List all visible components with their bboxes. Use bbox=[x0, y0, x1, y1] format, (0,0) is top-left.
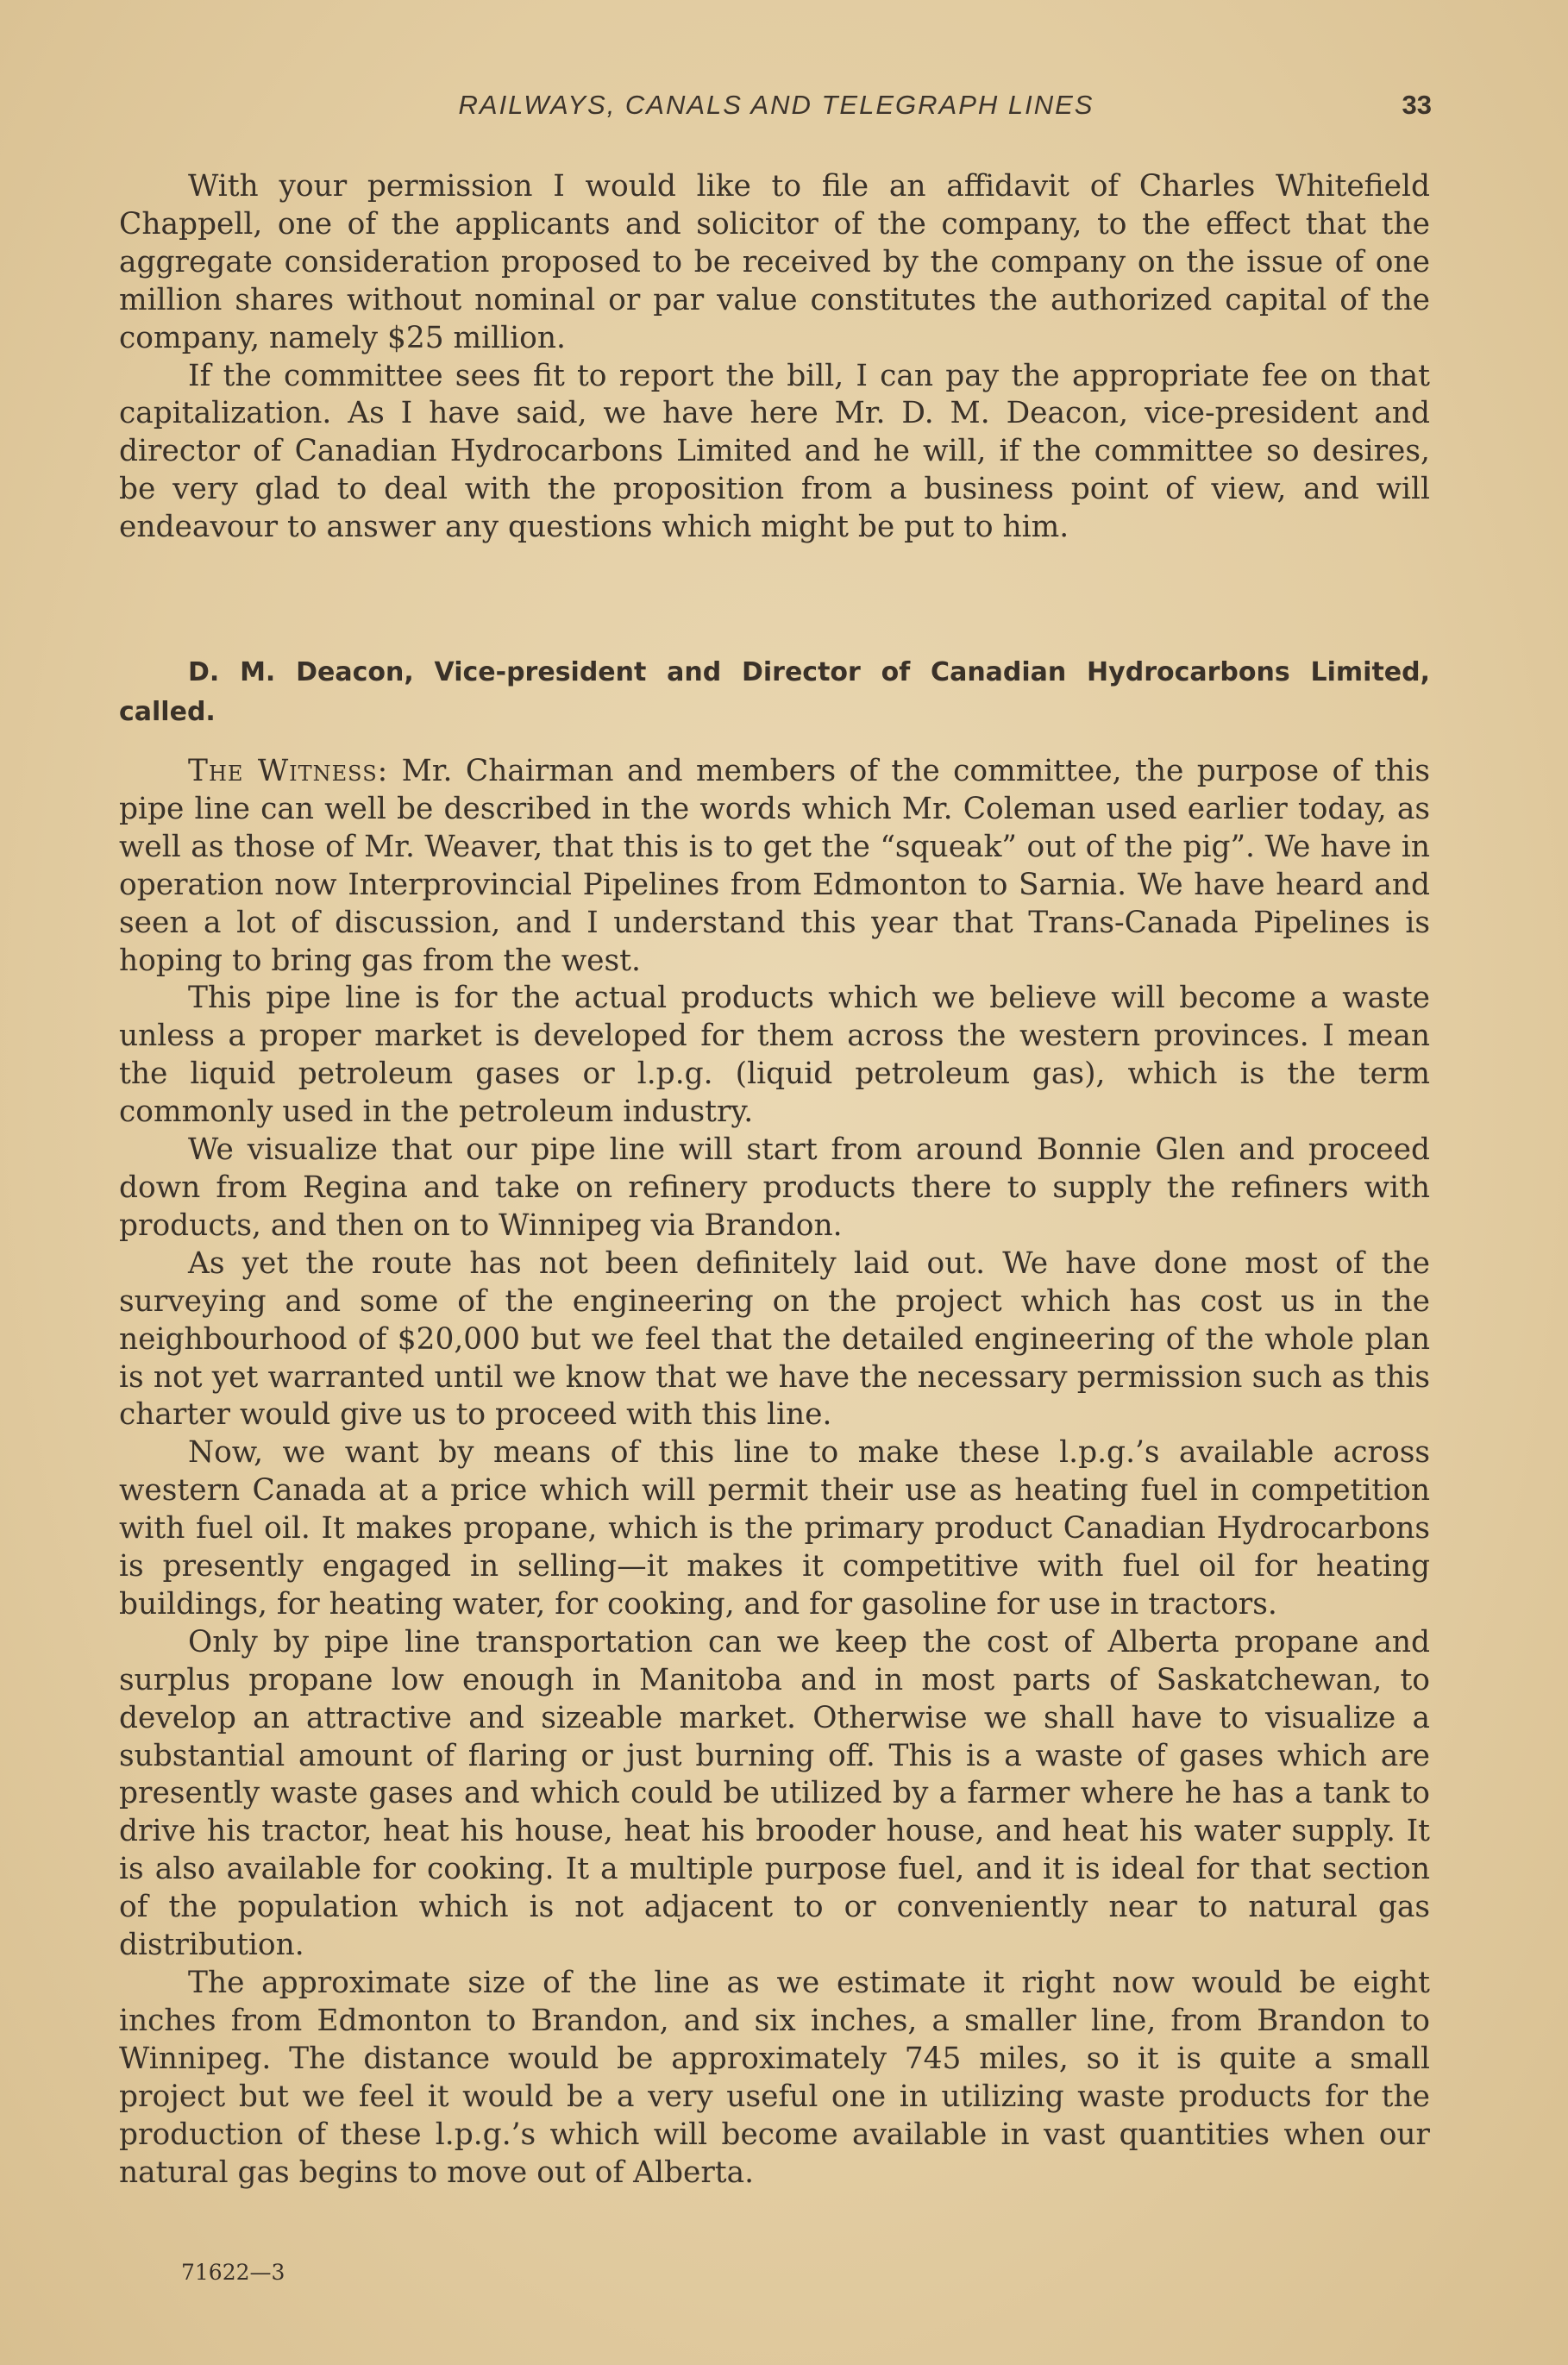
paragraph: With your permission I would like to file an affidavit of Charles Whitefield Chappell, one of the applicants and solicitor of the company, to the effect that the aggregate consideration proposed to be received by the company on the issue of one million shares without nominal or par value constitutes the authorized capital of the company, namely $25 million. bbox=[119, 169, 1430, 355]
running-header bbox=[121, 90, 1432, 133]
witness-heading: D. M. Deacon, Vice-president and Director of Canadian Hydrocarbons Limited, called. bbox=[119, 657, 1430, 727]
testimony-text bbox=[119, 753, 1430, 2192]
paragraph: As yet the route has not been definitely laid out. We have done most of the surveying and some of the engineering on the project which has cost us in the neighbourhood of $20,000 but we feel that the detailed engineering of the whole plan is not yet warranted until we know that we have the necessary permission such as this charter would give us to proceed with this line. bbox=[119, 1245, 1430, 1433]
paragraph bbox=[119, 753, 1430, 980]
opening-text bbox=[119, 168, 1430, 547]
paragraph: If the committee sees fit to report the bill, I can pay the appropriate fee on that capitalization. As I have said, we have here Mr. D. M. Deacon, vice-president and director of Canadian Hydrocarbons Limited and he will, if the committee so desires, be very glad to deal with the proposition from a business point of view, and will endeavour to answer any questions which might be put to him. bbox=[119, 358, 1430, 545]
page-number: 33 bbox=[1402, 90, 1432, 120]
witness-label: The Witness: bbox=[188, 754, 389, 788]
paragraph: This pipe line is for the actual products which we believe will become a waste unless a proper market is developed for them across the western provinces. I mean the liquid petroleum gases or l.p.g. (liquid petroleum gas), which is the term commonly used in the petroleum industry. bbox=[119, 981, 1430, 1130]
paragraph: The approximate size of the line as we estimate it right now would be eight inches from Edmonton to Brandon, and six inches, a smaller line, from Brandon to Winnipeg. The distance would be approximately 745 miles, so it is quite a small project but we feel it would be a very useful one in utilizing waste products for the production of these l.p.g.’s which will become available in vast quantities when our natural gas begins to move out of Alberta. bbox=[119, 1966, 1430, 2190]
running-title: RAILWAYS, CANALS AND TELEGRAPH LINES bbox=[458, 90, 1094, 120]
paragraph: Now, we want by means of this line to make these l.p.g.’s available across western Canada at a price which will permit their use as heating fuel in competition with fuel oil. It makes propane, which is the primary product Canadian Hydrocarbons is presently engaged in selling—it makes it competitive with fuel oil for heating buildings, for heating water, for cooking, and for gasoline for use in tractors. bbox=[119, 1435, 1430, 1622]
paragraph: Only by pipe line transportation can we keep the cost of Alberta propane and surplus propane low enough in Manitoba and in most parts of Saskatchewan, to develop an attractive and sizeable market. Otherwise we shall have to visualize a substantial amount of flaring or just burning off. This is a waste of gases which are presently waste gases and which could be utilized by a farmer where he has a tank to drive his tractor, heat his house, heat his brooder house, and heat his water supply. It is also available for cooking. It a multiple purpose fuel, and it is ideal for that section of the population which is not adjacent to or conveniently near to natural gas distribution. bbox=[119, 1624, 1430, 1963]
printer-code: 71622—3 bbox=[181, 2260, 285, 2285]
witness-statement: Mr. Chairman and members of the committee, the purpose of this pipe line can well be described in the words which Mr. Coleman used earlier today, as well as those of Mr. Weaver, that this is to get the “squeak” out of the pig”. We have in operation now Interprovincial Pipelines from Edmonton to Sarnia. We have heard and seen a lot of discussion, and I understand this year that Trans-Canada Pipelines is hoping to bring gas from the west. bbox=[119, 754, 1430, 978]
paragraph: We visualize that our pipe line will start from around Bonnie Glen and proceed down from Regina and take on refinery products there to supply the refiners with products, and then on to Winnipeg via Brandon. bbox=[119, 1132, 1430, 1243]
